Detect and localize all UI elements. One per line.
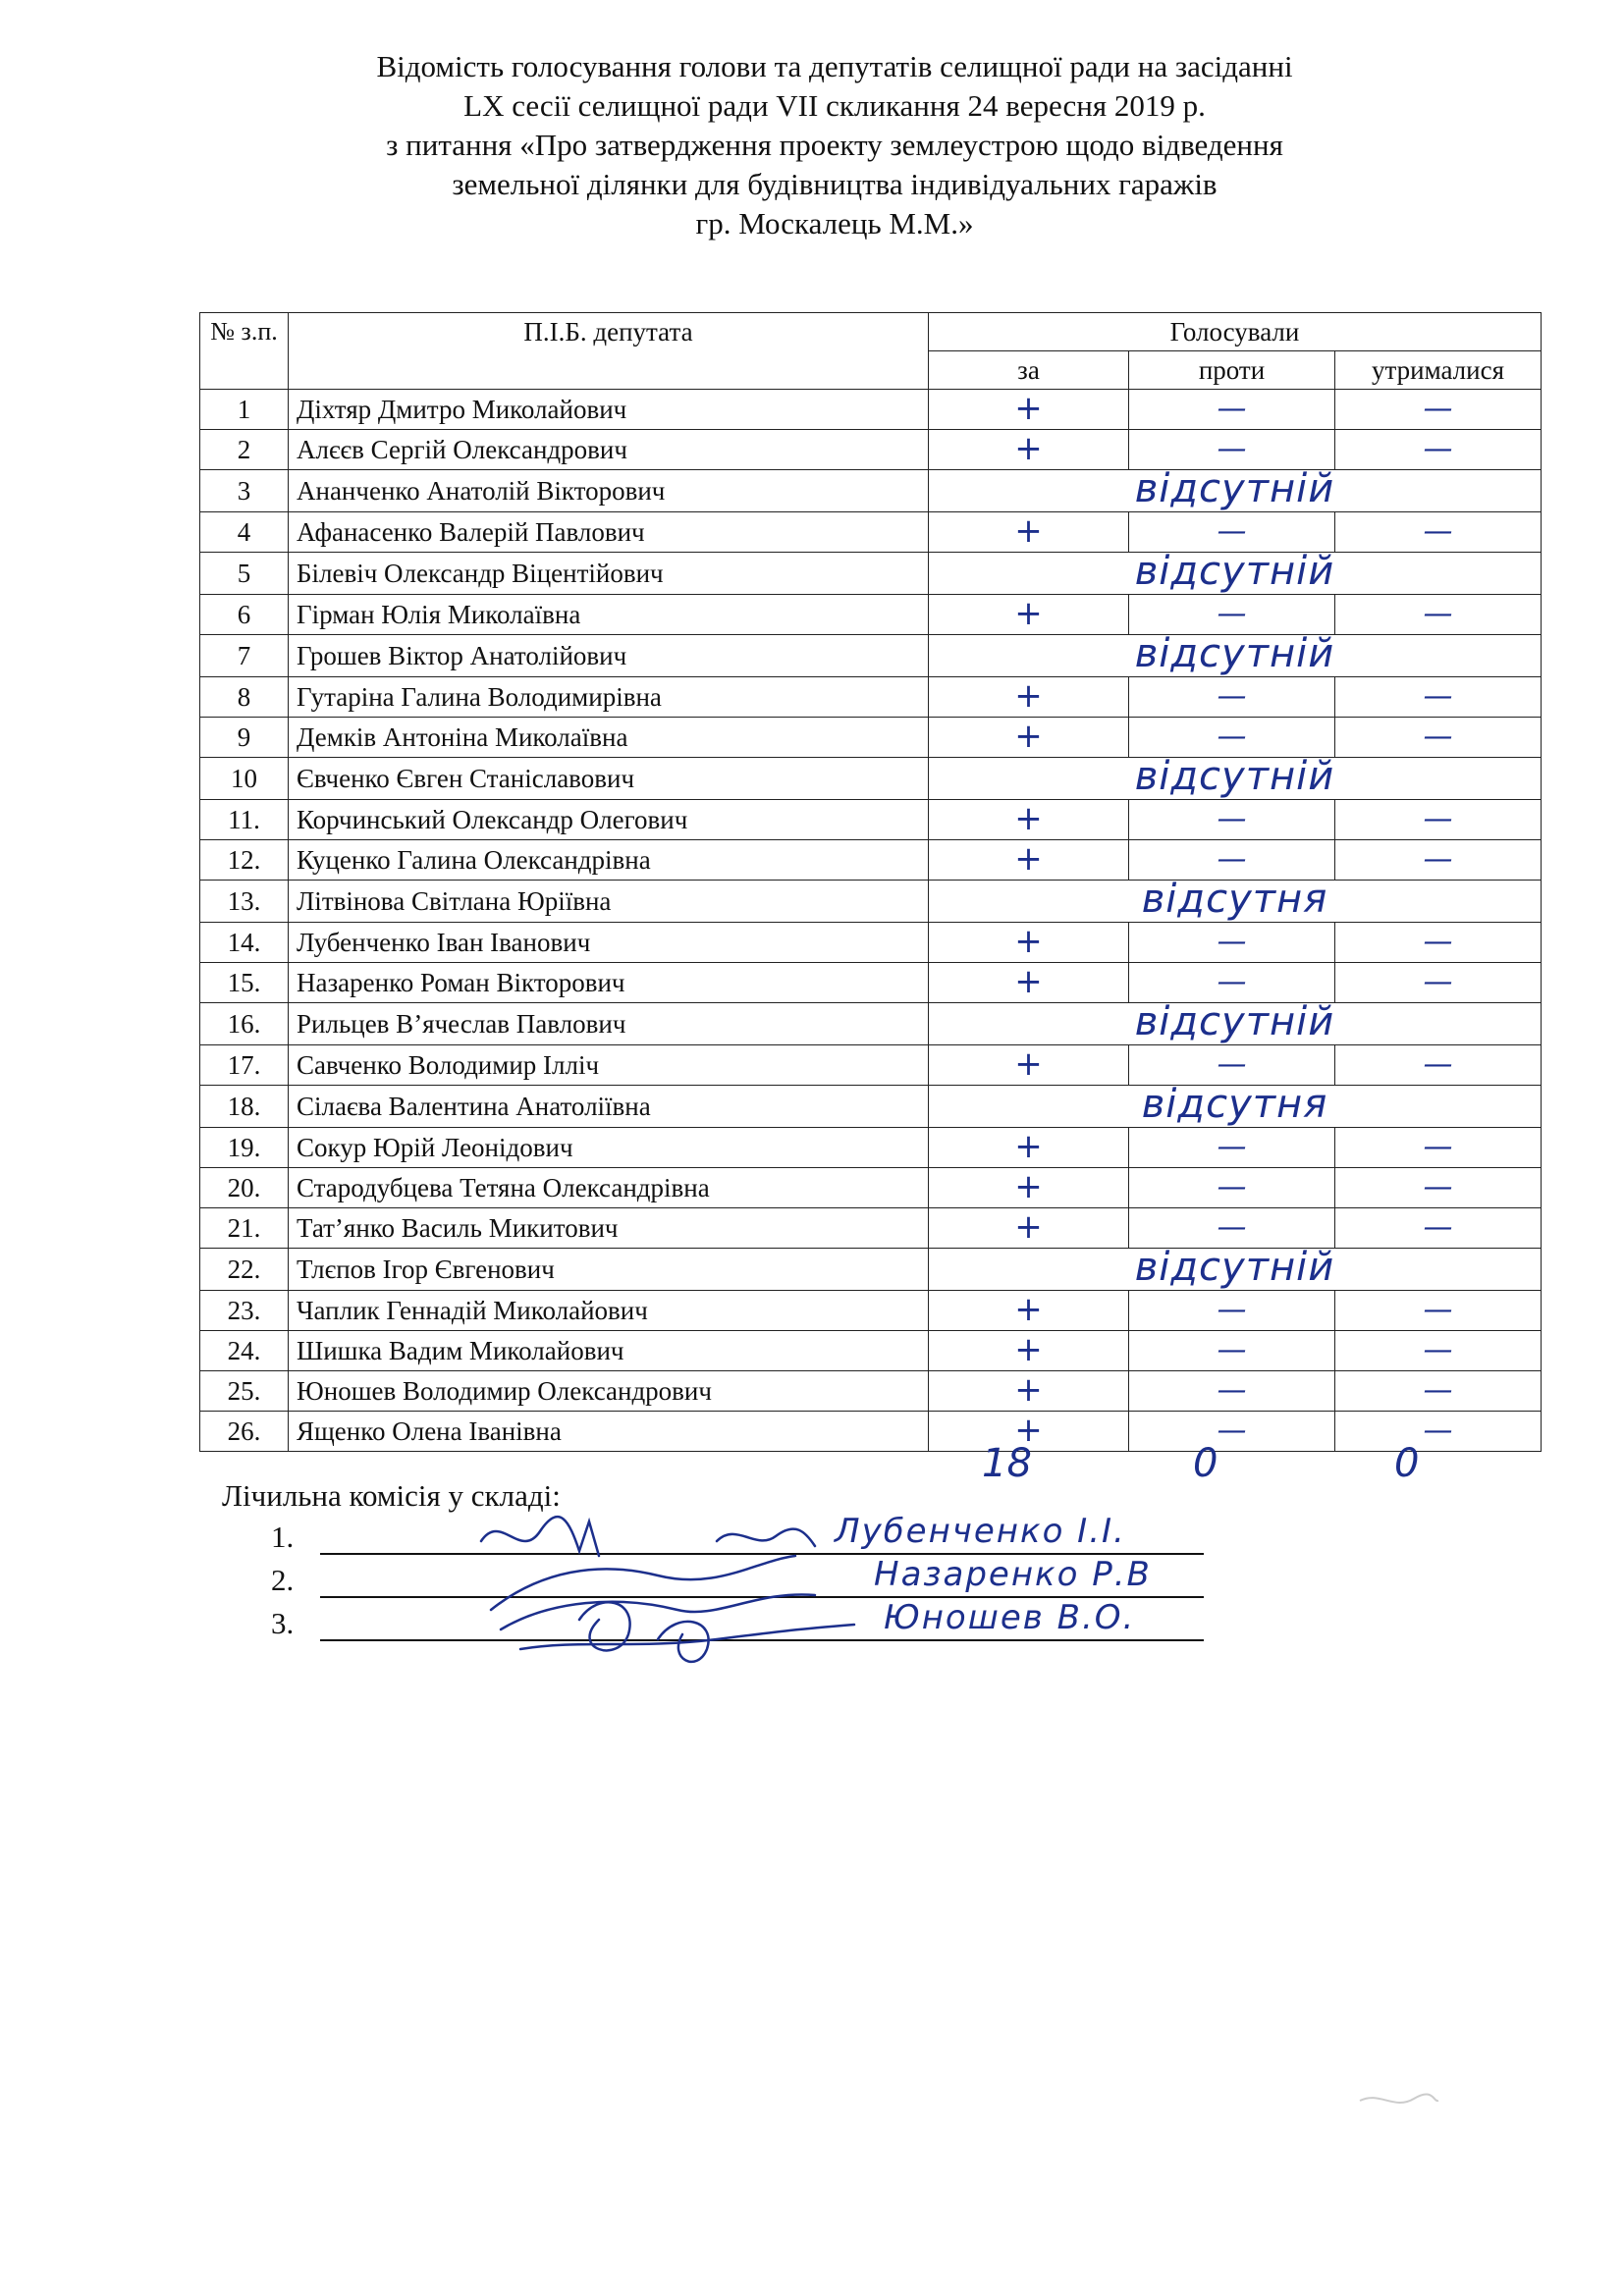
vote-for-mark-cell xyxy=(929,430,1129,470)
commission-line-1 xyxy=(271,1520,294,1555)
document-title xyxy=(216,47,1453,243)
row-number: 19. xyxy=(200,1128,289,1168)
absent-note xyxy=(929,758,1542,800)
title-line-1: Відомість голосування голови та депутатів селищної ради на засіданні xyxy=(376,49,1293,83)
deputy-name: Білевіч Олександр Віцентійович xyxy=(289,553,929,595)
vote-against-mark-cell xyxy=(1129,677,1335,718)
vote-against-mark: — xyxy=(1217,1414,1247,1448)
vote-for-mark-cell xyxy=(929,1045,1129,1086)
vote-against-mark-cell xyxy=(1129,1371,1335,1412)
vote-abstained-mark: — xyxy=(1423,1373,1453,1408)
commission-member-name: Назаренко Р.В xyxy=(874,1555,1152,1594)
header-for: за xyxy=(929,351,1129,390)
vote-for-mark: + xyxy=(1014,1127,1043,1166)
vote-abstained-mark: — xyxy=(1423,965,1453,999)
vote-abstained-mark: — xyxy=(1423,392,1453,426)
vote-against-mark-cell xyxy=(1129,800,1335,840)
vote-for-mark-cell xyxy=(929,677,1129,718)
table-row xyxy=(200,963,1542,1003)
table-row xyxy=(200,677,1542,718)
vote-abstained-mark-cell xyxy=(1335,677,1542,718)
deputy-name: Чаплик Геннадій Миколайович xyxy=(289,1291,929,1331)
vote-against-mark: — xyxy=(1217,1333,1247,1367)
deputy-name: Діхтяр Дмитро Миколайович xyxy=(289,390,929,430)
vote-against-mark: — xyxy=(1217,925,1247,959)
table-row xyxy=(200,1086,1542,1128)
vote-abstained-mark-cell xyxy=(1335,1168,1542,1208)
vote-against-mark: — xyxy=(1217,597,1247,631)
absent-note xyxy=(929,1249,1542,1291)
vote-abstained-mark: — xyxy=(1423,1130,1453,1164)
deputy-name: Шишка Вадим Миколайович xyxy=(289,1331,929,1371)
row-number: 23. xyxy=(200,1291,289,1331)
vote-abstained-mark-cell xyxy=(1335,512,1542,553)
row-number: 5 xyxy=(200,553,289,595)
vote-abstained-mark-cell xyxy=(1335,595,1542,635)
row-number: 10 xyxy=(200,758,289,800)
vote-for-mark: + xyxy=(1014,922,1043,961)
vote-against-mark: — xyxy=(1217,1047,1247,1082)
table-row xyxy=(200,512,1542,553)
deputy-name: Ященко Олена Іванівна xyxy=(289,1412,929,1452)
vote-for-mark: + xyxy=(1014,1290,1043,1329)
vote-for-mark: + xyxy=(1014,1044,1043,1084)
absent-text: відсутня xyxy=(1141,1085,1328,1127)
vote-against-mark-cell xyxy=(1129,1168,1335,1208)
table-row xyxy=(200,881,1542,923)
table-row xyxy=(200,840,1542,881)
vote-abstained-mark-cell xyxy=(1335,390,1542,430)
header-voted: Голосували xyxy=(929,313,1542,351)
vote-against-mark: — xyxy=(1217,720,1247,754)
row-number: 26. xyxy=(200,1412,289,1452)
deputy-name: Ананченко Анатолій Вікторович xyxy=(289,470,929,512)
vote-abstained-mark-cell xyxy=(1335,840,1542,881)
vote-abstained-mark: — xyxy=(1423,514,1453,549)
deputy-name: Корчинський Олександр Олегович xyxy=(289,800,929,840)
row-number: 17. xyxy=(200,1045,289,1086)
table-row xyxy=(200,553,1542,595)
vote-against-mark-cell xyxy=(1129,390,1335,430)
commission-line-2 xyxy=(271,1563,294,1598)
table-row xyxy=(200,1371,1542,1412)
vote-abstained-mark: — xyxy=(1423,720,1453,754)
vote-against-mark: — xyxy=(1217,1210,1247,1245)
deputy-name: Алєєв Сергій Олександрович xyxy=(289,430,929,470)
table-row xyxy=(200,718,1542,758)
vote-abstained-mark: — xyxy=(1423,1170,1453,1204)
vote-against-mark: — xyxy=(1217,1373,1247,1408)
vote-against-mark-cell xyxy=(1129,1045,1335,1086)
deputy-name: Назаренко Роман Вікторович xyxy=(289,963,929,1003)
vote-for-mark-cell xyxy=(929,963,1129,1003)
vote-abstained-mark-cell xyxy=(1335,1331,1542,1371)
vote-against-mark: — xyxy=(1217,842,1247,877)
vote-against-mark-cell xyxy=(1129,595,1335,635)
vote-for-mark: + xyxy=(1014,1411,1043,1450)
absent-text: відсутня xyxy=(1141,880,1328,922)
vote-abstained-mark-cell xyxy=(1335,718,1542,758)
vote-for-mark-cell xyxy=(929,718,1129,758)
vote-for-mark: + xyxy=(1014,429,1043,468)
row-number: 8 xyxy=(200,677,289,718)
table-row xyxy=(200,800,1542,840)
row-number: 25. xyxy=(200,1371,289,1412)
vote-for-mark-cell xyxy=(929,1168,1129,1208)
deputy-name: Євченко Євген Станіславович xyxy=(289,758,929,800)
deputy-name: Сокур Юрій Леонідович xyxy=(289,1128,929,1168)
row-number: 15. xyxy=(200,963,289,1003)
absent-text: відсутній xyxy=(1134,1248,1335,1290)
absent-note xyxy=(929,470,1542,512)
row-number: 14. xyxy=(200,923,289,963)
table-row xyxy=(200,1168,1542,1208)
absent-text: відсутній xyxy=(1134,1002,1335,1044)
table-row xyxy=(200,430,1542,470)
vote-for-mark: + xyxy=(1014,676,1043,716)
vote-against-mark: — xyxy=(1217,1170,1247,1204)
vote-against-mark-cell xyxy=(1129,840,1335,881)
commission-num: 3. xyxy=(271,1606,295,1640)
vote-against-mark-cell xyxy=(1129,1208,1335,1249)
vote-for-mark: + xyxy=(1014,839,1043,879)
vote-abstained-mark-cell xyxy=(1335,1291,1542,1331)
vote-abstained-mark-cell xyxy=(1335,1412,1542,1452)
vote-for-mark-cell xyxy=(929,512,1129,553)
total-against: 0 xyxy=(1193,1441,1218,1486)
header-abstained: утрималися xyxy=(1335,351,1542,390)
vote-abstained-mark: — xyxy=(1423,802,1453,836)
vote-abstained-mark: — xyxy=(1423,597,1453,631)
vote-abstained-mark: — xyxy=(1423,1047,1453,1082)
deputy-name: Літвінова Світлана Юріївна xyxy=(289,881,929,923)
header-number: № з.п. xyxy=(200,313,289,390)
row-number: 3 xyxy=(200,470,289,512)
title-line-3: з питання «Про затвердження проекту землеустрою щодо відведення xyxy=(386,128,1283,162)
commission-member-name: Лубенченко І.І. xyxy=(835,1512,1126,1551)
absent-text: відсутній xyxy=(1134,634,1335,676)
vote-against-mark: — xyxy=(1217,679,1247,714)
vote-against-mark-cell xyxy=(1129,1331,1335,1371)
table-row xyxy=(200,1003,1542,1045)
table-row xyxy=(200,1291,1542,1331)
vote-abstained-mark: — xyxy=(1423,925,1453,959)
vote-abstained-mark-cell xyxy=(1335,800,1542,840)
row-number: 20. xyxy=(200,1168,289,1208)
deputy-name: Тлєпов Ігор Євгенович xyxy=(289,1249,929,1291)
table-row xyxy=(200,1208,1542,1249)
vote-for-mark-cell xyxy=(929,595,1129,635)
vote-against-mark-cell xyxy=(1129,923,1335,963)
vote-for-mark: + xyxy=(1014,717,1043,756)
vote-for-mark: + xyxy=(1014,1370,1043,1410)
vote-for-mark-cell xyxy=(929,840,1129,881)
row-number: 11. xyxy=(200,800,289,840)
row-number: 13. xyxy=(200,881,289,923)
table-row xyxy=(200,1128,1542,1168)
total-for: 18 xyxy=(982,1441,1032,1486)
deputy-name: Савченко Володимир Ілліч xyxy=(289,1045,929,1086)
vote-abstained-mark: — xyxy=(1423,1210,1453,1245)
table-row xyxy=(200,390,1542,430)
row-number: 24. xyxy=(200,1331,289,1371)
vote-for-mark-cell xyxy=(929,1208,1129,1249)
vote-against-mark: — xyxy=(1217,392,1247,426)
deputy-name: Афанасенко Валерій Павлович xyxy=(289,512,929,553)
commission-member-name: Юношев В.О. xyxy=(884,1598,1136,1637)
deputy-name: Грошев Віктор Анатолійович xyxy=(289,635,929,677)
row-number: 12. xyxy=(200,840,289,881)
table-row xyxy=(200,758,1542,800)
table-row xyxy=(200,595,1542,635)
vote-against-mark: — xyxy=(1217,432,1247,466)
vote-against-mark-cell xyxy=(1129,430,1335,470)
vote-abstained-mark: — xyxy=(1423,679,1453,714)
deputy-name: Стародубцева Тетяна Олександрівна xyxy=(289,1168,929,1208)
deputy-name: Куценко Галина Олександрівна xyxy=(289,840,929,881)
row-number: 6 xyxy=(200,595,289,635)
total-abstained: 0 xyxy=(1394,1441,1420,1486)
table-row xyxy=(200,635,1542,677)
vote-abstained-mark: — xyxy=(1423,842,1453,877)
deputy-name: Сілаєва Валентина Анатоліївна xyxy=(289,1086,929,1128)
row-number: 18. xyxy=(200,1086,289,1128)
vote-for-mark: + xyxy=(1014,1330,1043,1369)
absent-note xyxy=(929,1003,1542,1045)
deputy-name: Демків Антоніна Миколаївна xyxy=(289,718,929,758)
commission-line-3 xyxy=(271,1606,294,1641)
table-row xyxy=(200,1249,1542,1291)
table-row xyxy=(200,1412,1542,1452)
scan-smudge xyxy=(1355,2081,1443,2120)
title-line-4: земельної ділянки для будівництва індивідуальних гаражів xyxy=(452,167,1218,201)
vote-against-mark-cell xyxy=(1129,512,1335,553)
deputy-name: Юношев Володимир Олександрович xyxy=(289,1371,929,1412)
vote-abstained-mark: — xyxy=(1423,1293,1453,1327)
table-row xyxy=(200,1045,1542,1086)
row-number: 7 xyxy=(200,635,289,677)
vote-abstained-mark: — xyxy=(1423,432,1453,466)
deputy-name: Рильцев В’ячеслав Павлович xyxy=(289,1003,929,1045)
absent-text: відсутній xyxy=(1134,757,1335,799)
vote-abstained-mark: — xyxy=(1423,1414,1453,1448)
handwritten-signatures xyxy=(461,1502,874,1679)
vote-against-mark: — xyxy=(1217,1130,1247,1164)
vote-for-mark-cell xyxy=(929,390,1129,430)
vote-against-mark-cell xyxy=(1129,1291,1335,1331)
vote-abstained-mark-cell xyxy=(1335,923,1542,963)
vote-abstained-mark-cell xyxy=(1335,963,1542,1003)
vote-against-mark: — xyxy=(1217,965,1247,999)
vote-against-mark: — xyxy=(1217,802,1247,836)
deputy-name: Гірман Юлія Миколаївна xyxy=(289,595,929,635)
row-number: 21. xyxy=(200,1208,289,1249)
absent-note xyxy=(929,1086,1542,1128)
commission-label: Лічильна комісія у складі: xyxy=(222,1478,561,1513)
table-row xyxy=(200,1331,1542,1371)
vote-for-mark: + xyxy=(1014,962,1043,1001)
vote-for-mark: + xyxy=(1014,389,1043,428)
vote-against-mark-cell xyxy=(1129,1128,1335,1168)
title-line-5: гр. Москалець М.М.» xyxy=(695,206,974,240)
absent-text: відсутній xyxy=(1134,469,1335,511)
vote-for-mark: + xyxy=(1014,511,1043,551)
row-number: 1 xyxy=(200,390,289,430)
voting-table xyxy=(199,312,1542,1452)
vote-abstained-mark-cell xyxy=(1335,1045,1542,1086)
table-row xyxy=(200,470,1542,512)
vote-for-mark-cell xyxy=(929,800,1129,840)
header-name: П.І.Б. депутата xyxy=(289,313,929,390)
header-against: проти xyxy=(1129,351,1335,390)
vote-abstained-mark-cell xyxy=(1335,1128,1542,1168)
deputy-name: Тат’янко Василь Микитович xyxy=(289,1208,929,1249)
table-row xyxy=(200,923,1542,963)
vote-for-mark: + xyxy=(1014,594,1043,633)
absent-text: відсутній xyxy=(1134,552,1335,594)
vote-abstained-mark: — xyxy=(1423,1333,1453,1367)
vote-against-mark: — xyxy=(1217,514,1247,549)
vote-against-mark-cell xyxy=(1129,718,1335,758)
vote-abstained-mark-cell xyxy=(1335,430,1542,470)
vote-against-mark-cell xyxy=(1129,963,1335,1003)
vote-for-mark-cell xyxy=(929,1291,1129,1331)
title-line-2: LX сесії селищної ради VII скликання 24 вересня 2019 р. xyxy=(463,88,1206,123)
vote-for-mark: + xyxy=(1014,1167,1043,1206)
deputy-name: Гутаріна Галина Володимирівна xyxy=(289,677,929,718)
absent-note xyxy=(929,553,1542,595)
vote-against-mark-cell xyxy=(1129,1412,1335,1452)
row-number: 2 xyxy=(200,430,289,470)
vote-for-mark: + xyxy=(1014,799,1043,838)
vote-against-mark: — xyxy=(1217,1293,1247,1327)
table-body xyxy=(200,390,1542,1452)
row-number: 16. xyxy=(200,1003,289,1045)
vote-for-mark-cell xyxy=(929,1128,1129,1168)
row-number: 22. xyxy=(200,1249,289,1291)
vote-for-mark-cell xyxy=(929,1331,1129,1371)
absent-note xyxy=(929,635,1542,677)
row-number: 9 xyxy=(200,718,289,758)
vote-abstained-mark-cell xyxy=(1335,1208,1542,1249)
commission-num: 1. xyxy=(271,1520,295,1554)
row-number: 4 xyxy=(200,512,289,553)
vote-for-mark-cell xyxy=(929,923,1129,963)
commission-num: 2. xyxy=(271,1563,295,1597)
vote-for-mark: + xyxy=(1014,1207,1043,1247)
absent-note xyxy=(929,881,1542,923)
vote-for-mark-cell xyxy=(929,1371,1129,1412)
vote-abstained-mark-cell xyxy=(1335,1371,1542,1412)
deputy-name: Лубенченко Іван Іванович xyxy=(289,923,929,963)
